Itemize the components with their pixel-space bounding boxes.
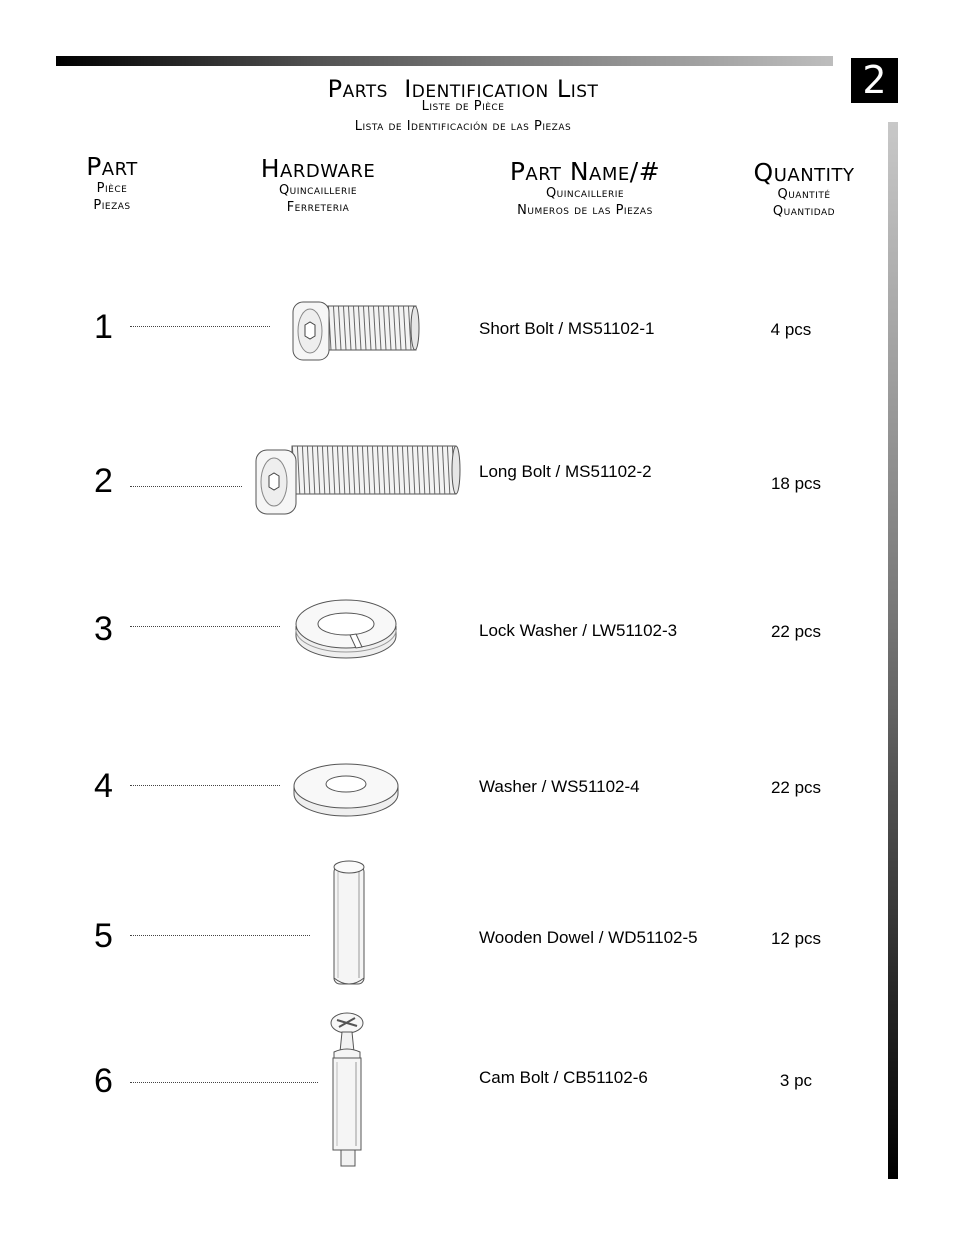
cam-bolt-icon xyxy=(326,1010,370,1172)
part-quantity: 22 pcs xyxy=(770,622,822,641)
column-header-part-name-spanish: Numeros de las Piezas xyxy=(517,203,653,218)
leader-line xyxy=(130,626,280,627)
part-quantity: 3 pc xyxy=(779,1071,813,1090)
part-number: 6 xyxy=(94,1062,113,1100)
lock-washer-icon xyxy=(292,590,400,662)
column-header-hardware xyxy=(228,156,408,216)
part-number: 3 xyxy=(94,610,113,648)
header-gradient-bar xyxy=(56,56,833,66)
column-header-quantity-french: Quantité xyxy=(777,187,831,202)
part-quantity: 18 pcs xyxy=(770,474,822,493)
column-header-quantity-spanish: Quantidad xyxy=(772,204,836,219)
leader-line xyxy=(130,935,310,936)
part-number: 5 xyxy=(94,917,113,955)
part-number: 4 xyxy=(94,767,113,805)
part-quantity: 4 pcs xyxy=(770,320,812,339)
column-header-quantity-label: Quantity xyxy=(753,158,855,187)
column-header-hardware-label: Hardware xyxy=(260,154,376,183)
leader-line xyxy=(130,486,242,487)
part-number: 1 xyxy=(94,308,113,346)
column-header-part-name-french: Quincaillerie xyxy=(545,186,625,201)
column-header-part xyxy=(62,154,162,214)
column-header-quantity xyxy=(724,160,884,220)
wooden-dowel-icon xyxy=(328,858,370,990)
leader-line xyxy=(130,785,280,786)
column-header-hardware-spanish: Ferreteria xyxy=(286,200,350,215)
page-subtitle-french: Liste de Pièce xyxy=(421,99,505,114)
side-gradient-bar xyxy=(888,122,898,1179)
washer-icon xyxy=(290,758,402,820)
page-number-badge: 2 xyxy=(851,58,898,103)
column-header-part-spanish: Piezas xyxy=(93,198,131,213)
leader-line xyxy=(130,326,270,327)
leader-line xyxy=(130,1082,318,1083)
column-header-part-name-label: Part Name/# xyxy=(509,157,661,186)
part-name: Long Bolt / MS51102-2 xyxy=(479,462,652,481)
long-bolt-icon xyxy=(252,438,464,518)
part-name: Short Bolt / MS51102-1 xyxy=(479,319,655,338)
page-title: Parts Identification List xyxy=(327,75,599,103)
column-header-part-label: Part xyxy=(86,152,138,181)
part-name: Wooden Dowel / WD51102-5 xyxy=(479,928,698,947)
part-name: Lock Washer / LW51102-3 xyxy=(479,621,678,640)
part-quantity: 12 pcs xyxy=(770,929,822,948)
part-name: Washer / WS51102-4 xyxy=(479,777,640,796)
column-header-part-name xyxy=(470,159,700,219)
short-bolt-icon xyxy=(288,298,423,364)
page-subtitle-spanish: Lista de Identificación de las Piezas xyxy=(354,119,572,134)
part-quantity: 22 pcs xyxy=(770,778,822,797)
column-header-hardware-french: Quincaillerie xyxy=(278,183,358,198)
column-header-part-french: Pièce xyxy=(96,181,128,196)
part-name: Cam Bolt / CB51102-6 xyxy=(479,1068,648,1087)
part-number: 2 xyxy=(94,462,113,500)
